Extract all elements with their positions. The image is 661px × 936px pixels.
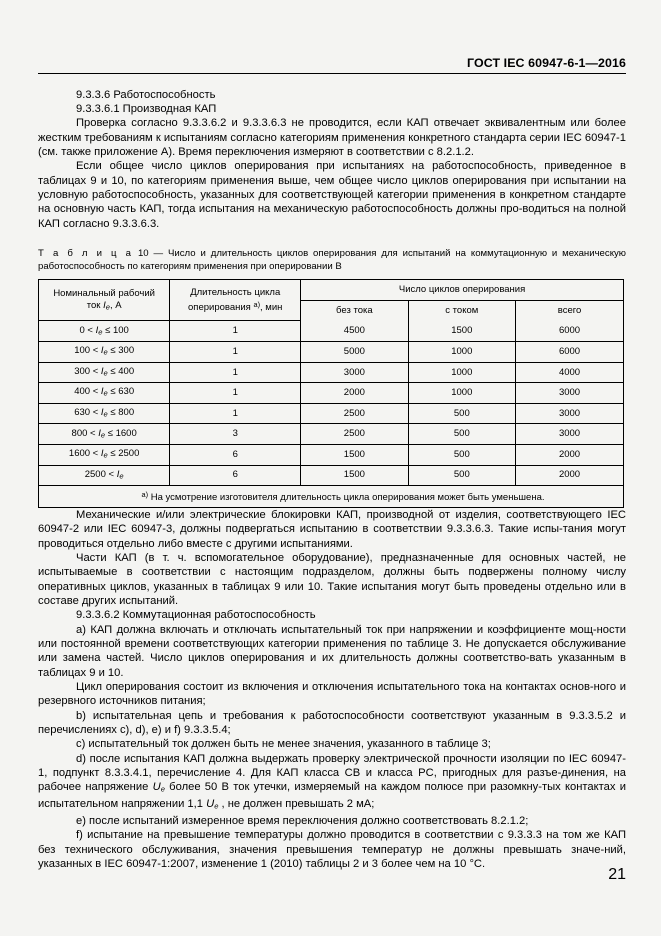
list-item-d-part2: более 50 В ток утечки, измеряемый на каждом полюсе при разомкну-тых контактах и испытательном напряжении 1,1 xyxy=(38,781,626,811)
cell-cycles-with-current: 500 xyxy=(408,403,515,424)
paragraph-2: Если общее число циклов оперирования при испытаниях на работоспособность, приведенное в таблицах 9 и 10, по категориям применения выше, чем общее число циклов оперирования при испытании на условную работоспособность, указанных для соответствующей категории применения в конкретном стандарте на основную часть КАП, тогда испытания на механическую работоспособность должны про-водиться на полной КАП согласно 9.3.3.6.3. xyxy=(38,160,626,230)
cell-cycles-without-current: 2000 xyxy=(301,383,408,404)
paragraph-3: Механические и/или электрические блокировки КАП, производной от изделия, соответствующего IEC 60947-2 или IEC 60947-3, должны подвергаться испытанию в соответствии 9.3.3.6.3. Такие испы-тания могут проводиться отдельно либо вместе с другими испытаниями. xyxy=(38,509,626,550)
cell-current-range xyxy=(39,342,170,363)
range-prefix: 0 < xyxy=(79,324,96,336)
footnote-marker-a: a) xyxy=(253,299,261,309)
clause-heading-9-3-3-6-1: 9.3.3.6.1 Производная КАП xyxy=(76,103,217,116)
cell-cycles-without-current: 1500 xyxy=(301,445,408,466)
cell-cycles-with-current: 1500 xyxy=(408,321,515,342)
cell-current-range xyxy=(39,383,170,404)
header-cycle-duration-pre: оперирования xyxy=(188,301,254,313)
list-item-e: e) после испытаний измеренное время переключения должно соответствовать 8.2.1.2; xyxy=(76,814,529,827)
cell-cycles-total: 6000 xyxy=(516,342,623,363)
range-suffix: ≤ 400 xyxy=(107,365,135,377)
symbol-I: I xyxy=(98,427,101,439)
cell-cycles-with-current: 500 xyxy=(408,424,515,445)
range-suffix: ≤ 800 xyxy=(107,407,135,419)
cell-cycles-total: 3000 xyxy=(516,424,623,445)
range-prefix: 100 < xyxy=(74,345,101,357)
table-row xyxy=(39,321,623,342)
cell-cycles-with-current: 1000 xyxy=(408,342,515,363)
symbol-I: I xyxy=(100,365,104,377)
symbol-Ue-2: U xyxy=(206,798,215,811)
cell-cycle-duration: 1 xyxy=(170,383,301,404)
symbol-Ue-2-sub: e xyxy=(214,801,219,811)
cell-cycles-without-current: 4500 xyxy=(301,321,408,342)
cell-cycle-duration: 1 xyxy=(170,342,301,363)
paragraph-1: Проверка согласно 9.3.3.6.2 и 9.3.3.6.3 не проводится, если КАП отвечает эквивалентным или более жестким требованиям к испытаниям согласно категориям применения конкретного стандарта серии IEC 60947-1 (см. также приложение А). Время переключения измеряют в соответствии с 8.2.1.2. xyxy=(38,117,626,159)
cell-current-range xyxy=(39,403,170,424)
cell-cycles-without-current: 2500 xyxy=(301,403,408,424)
table-caption-number: 10 xyxy=(137,248,149,260)
symbol-Ue-1: U xyxy=(152,781,161,794)
table-caption-prefix: Т а б л и ц а xyxy=(38,248,134,260)
range-prefix: 800 < xyxy=(71,427,99,439)
table-body xyxy=(39,321,623,507)
range-prefix: 2500 < xyxy=(84,468,117,480)
header-cycle-count-group: Число циклов оперирования xyxy=(301,280,623,300)
cell-cycles-total: 3000 xyxy=(516,403,623,424)
header-without-current: без тока xyxy=(301,301,408,321)
cell-cycles-total: 2000 xyxy=(516,465,623,486)
table-header-row-1 xyxy=(39,280,623,300)
header-with-current: с током xyxy=(408,301,515,321)
range-prefix: 630 < xyxy=(74,407,101,419)
paragraph-5: Цикл оперирования состоит из включения и отключения испытательного тока на контактах основ-ного и резервного источников питания; xyxy=(38,681,626,708)
header-rated-current xyxy=(39,280,170,321)
table-row xyxy=(39,445,623,466)
cell-cycles-total: 3000 xyxy=(516,383,623,404)
cell-cycle-duration: 6 xyxy=(170,445,301,466)
header-rated-current-line1: Номинальный рабочий xyxy=(53,287,155,299)
symbol-Ue-1-sub: e xyxy=(160,784,165,794)
page-content xyxy=(38,30,626,906)
cell-cycles-with-current: 500 xyxy=(408,445,515,466)
cell-cycles-total: 4000 xyxy=(516,362,623,383)
table-10-container xyxy=(38,279,624,508)
header-rated-current-post: , А xyxy=(109,299,122,311)
symbol-I: I xyxy=(95,324,99,336)
symbol-I: I xyxy=(100,448,104,460)
footnote-text: На усмотрение изготовителя длительность цикла оперирования может быть уменьшена. xyxy=(148,492,545,504)
list-item-c: c) испытательный ток должен быть не менее значения, указанного в таблице 3; xyxy=(76,738,491,751)
list-item-d-part3: , не должен превышать 2 мА; xyxy=(218,798,375,811)
cell-cycles-with-current: 500 xyxy=(408,465,515,486)
symbol-I-subscript: e xyxy=(105,302,110,312)
range-prefix: 1600 < xyxy=(68,448,101,460)
range-suffix: ≤ 630 xyxy=(107,386,135,398)
symbol-I-subscript: e xyxy=(103,450,108,460)
table-row xyxy=(39,342,623,363)
cell-current-range xyxy=(39,424,170,445)
cell-cycle-duration: 1 xyxy=(170,321,301,342)
list-item-a: a) КАП должна включать и отключать испытательный ток при напряжении и коэффициенте мощ-ности или постоянной времени соответствующих категории применения по таблице 3. Не допускается обслуживание или замена частей. Число циклов оперирования и их длительность должны соответство-вать указанным в таблицах 9 и 10. xyxy=(38,623,626,679)
table-footnote xyxy=(39,486,623,507)
list-item-d-part1: d) после испытания КАП должна выдержать проверку электрической прочности изоляции по IEC 60947-1, подпункт 8.3.3.4.1, перечисление 4. Для КАП класса СВ и класса PC, пригодных для разъе-динения, на рабочее напряжение xyxy=(38,752,626,794)
header-rule xyxy=(38,73,626,74)
cell-cycle-duration: 1 xyxy=(170,362,301,383)
range-prefix: 300 < xyxy=(74,365,101,377)
clause-heading-9-3-3-6: 9.3.3.6 Работоспособность xyxy=(76,89,216,101)
symbol-I: I xyxy=(103,299,106,311)
range-prefix: 400 < xyxy=(74,386,101,398)
header-total: всего xyxy=(516,301,623,321)
list-item-b: b) испытательная цепь и требования к работоспособности соответствуют указанным в 9.3.3.5.2 и перечислениях c), d), e) и f) 9.3.3.5.4; xyxy=(38,709,626,737)
range-suffix: ≤ 100 xyxy=(102,324,129,336)
header-cycle-duration-post: , мин xyxy=(260,301,283,313)
cell-cycles-with-current: 1000 xyxy=(408,362,515,383)
range-suffix: ≤ 300 xyxy=(107,345,135,357)
table-caption-text: — Число и длительность циклов оперирования для испытаний на коммутационную и механическую работоспособность по категориям применения при оперировании В xyxy=(38,248,626,272)
symbol-I-subscript: e xyxy=(103,368,108,378)
cell-current-range xyxy=(39,362,170,383)
cell-cycles-without-current: 3000 xyxy=(301,362,408,383)
range-suffix: ≤ 1600 xyxy=(105,427,137,439)
list-item-d xyxy=(38,752,626,814)
footnote-marker-a: a) xyxy=(141,490,149,500)
cell-current-range xyxy=(39,465,170,486)
table-10 xyxy=(39,280,623,507)
cell-cycles-with-current: 1000 xyxy=(408,383,515,404)
table-row xyxy=(39,424,623,445)
symbol-I-subscript: e xyxy=(103,347,108,357)
table-footnote-row xyxy=(39,486,623,507)
cell-cycle-duration: 6 xyxy=(170,465,301,486)
document-header-title: ГОСТ IEC 60947-6-1—2016 xyxy=(467,56,626,70)
cell-cycles-without-current: 1500 xyxy=(301,465,408,486)
list-item-f: f) испытание на превышение температуры должно проводится в соответствии с 9.3.3.3 на том же КАП без технического обслуживания, значения превышения температур не должны превышать значе-ний, указанных в IEC 60947-1:2007, изменение 1 (2010) таблицы 2 и 3 более чем на 10 °C. xyxy=(38,829,626,870)
cell-cycles-without-current: 5000 xyxy=(301,342,408,363)
cell-current-range xyxy=(39,445,170,466)
cell-cycles-total: 6000 xyxy=(516,321,623,342)
cell-cycle-duration: 3 xyxy=(170,424,301,445)
symbol-I: I xyxy=(100,386,104,398)
header-cycle-duration xyxy=(170,280,301,321)
table-row xyxy=(39,362,623,383)
symbol-I-subscript: e xyxy=(119,471,124,481)
page-footer xyxy=(38,866,626,884)
symbol-I-subscript: e xyxy=(100,429,106,439)
symbol-I: I xyxy=(100,407,104,419)
symbol-I: I xyxy=(116,468,120,480)
cell-cycles-total: 2000 xyxy=(516,445,623,466)
cell-cycle-duration: 1 xyxy=(170,403,301,424)
table-caption xyxy=(38,248,626,273)
symbol-I-subscript: e xyxy=(103,388,108,398)
header-rated-current-pre: ток xyxy=(86,299,104,311)
symbol-I-subscript: e xyxy=(103,409,108,419)
cell-cycles-without-current: 2500 xyxy=(301,424,408,445)
clause-heading-9-3-3-6-2: 9.3.3.6.2 Коммутационная работоспособность xyxy=(76,609,316,622)
table-row xyxy=(39,383,623,404)
cell-current-range xyxy=(39,321,170,342)
table-row xyxy=(39,403,623,424)
symbol-I-subscript: e xyxy=(98,327,103,337)
page-number: 21 xyxy=(608,866,626,883)
symbol-I: I xyxy=(100,345,104,357)
paragraph-4: Части КАП (в т. ч. вспомогательное оборудование), предназначенные для основных частей, не испытываемые в соответствии с настоящим подразделом, должны быть подвержены полному числу оперативных циклов, указанных в таблицах 9 или 10. Такие испытания могут быть проведены отдельно или в составе других испытаний. xyxy=(38,552,626,608)
range-suffix: ≤ 2500 xyxy=(107,448,140,460)
table-row xyxy=(39,465,623,486)
header-cycle-duration-line1: Длительность цикла xyxy=(190,287,281,299)
table-head xyxy=(39,280,623,321)
